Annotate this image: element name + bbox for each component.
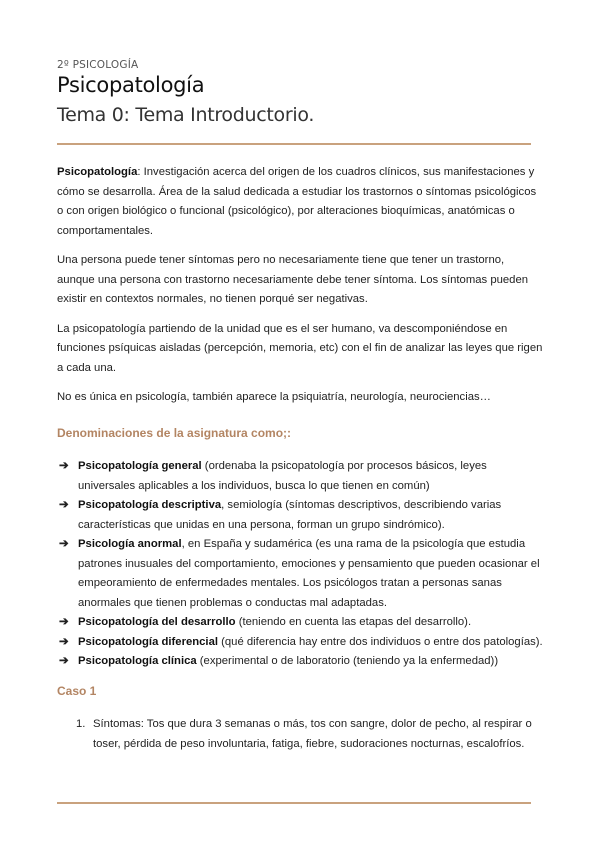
item-text: (qué diferencia hay entre dos individuos o entre dos patologías).	[218, 635, 543, 648]
item-text: Síntomas: Tos que dura 3 semanas o más, tos con sangre, dolor de pecho, al respirar o toser, pérdida de peso involuntaria, fatiga, fiebre, sudoraciones nocturnas, escalofríos.	[93, 718, 532, 750]
arrow-bullet-icon: ➔	[59, 655, 69, 667]
body-paragraph: No es única en psicología, también aparece la psiquiatría, neurología, neurociencias…	[57, 391, 491, 403]
arrow-bullet-icon: ➔	[59, 499, 69, 511]
document-body	[57, 163, 543, 754]
item-text: , semiología (síntomas descriptivos, describiendo varias características que unidas en una persona, forman un grupo sindrómico).	[78, 499, 502, 531]
item-term: Psicopatología del desarrollo	[78, 616, 236, 628]
arrow-bullet-icon: ➔	[59, 460, 69, 472]
arrow-bullet-icon: ➔	[59, 616, 69, 628]
arrow-bullet-icon: ➔	[59, 538, 69, 550]
list-item	[57, 535, 543, 613]
subject-label: 2º PSICOLOGÍA	[57, 59, 139, 71]
denominaciones-list	[57, 457, 543, 672]
item-term: Psicopatología descriptiva	[78, 499, 222, 511]
list-item	[57, 652, 543, 672]
list-item	[57, 496, 543, 535]
list-item	[57, 715, 543, 754]
item-term: Psicopatología diferencial	[78, 635, 218, 648]
body-paragraph: La psicopatología partiendo de la unidad que es el ser humano, va descomponiéndose en funciones psíquicas aisladas (percepción, memoria, etc) con el fin de analizar las leyes que rigen a cada una.	[57, 322, 543, 374]
arrow-bullet-icon: ➔	[59, 635, 69, 648]
item-term: Psicología anormal	[78, 538, 182, 550]
document-subtitle: Tema 0: Tema Introductorio.	[57, 104, 315, 126]
caso-list	[57, 715, 543, 754]
item-text: (teniendo en cuenta las etapas del desarrollo).	[235, 616, 472, 628]
top-divider	[57, 143, 531, 145]
list-item	[57, 613, 543, 633]
item-text: (ordenaba la psicopatología por procesos básicos, leyes universales aplicables a los individuos, busca lo que tienen en común)	[78, 460, 487, 492]
intro-paragraph	[57, 163, 543, 241]
item-text: (experimental o de laboratorio (teniendo ya la enfermedad))	[196, 655, 499, 667]
list-item	[57, 457, 543, 496]
item-term: Psicopatología clínica	[78, 655, 197, 667]
document-title: Psicopatología	[57, 73, 205, 97]
item-term: Psicopatología general	[78, 460, 202, 472]
list-item	[57, 633, 543, 653]
intro-term: Psicopatología	[57, 166, 138, 178]
item-text: , en España y sudamérica (es una rama de la psicología que estudia patrones inusuales del comportamiento, emociones y pensamiento que pueden ocasionar el empeoramiento de enfermedades mentales. Los psicólogos tratan a personas sanas anormales que tienen problemas o conductas mal adaptadas.	[78, 538, 540, 609]
bottom-divider	[57, 802, 531, 804]
body-paragraph: Una persona puede tener síntomas pero no necesariamente tiene que tener un trastorno, aunque una persona con trastorno necesariamente debe tener síntoma. Los síntomas pueden existir en contextos normales, no tienen porqué ser negativas.	[57, 254, 529, 305]
intro-definition: : Investigación acerca del origen de los cuadros clínicos, sus manifestaciones y cómo se desarrolla. Área de la salud dedicada a estudiar los trastornos o síntomas psicológicos o con origen biológico o funcional (psicológico), por alteraciones bioquímicas, anatómicas o comportamentales.	[57, 166, 537, 237]
section-heading-caso: Caso 1	[57, 683, 97, 698]
section-heading-denominaciones: Denominaciones de la asignatura como;:	[57, 425, 292, 440]
item-number: 1.	[76, 718, 86, 730]
